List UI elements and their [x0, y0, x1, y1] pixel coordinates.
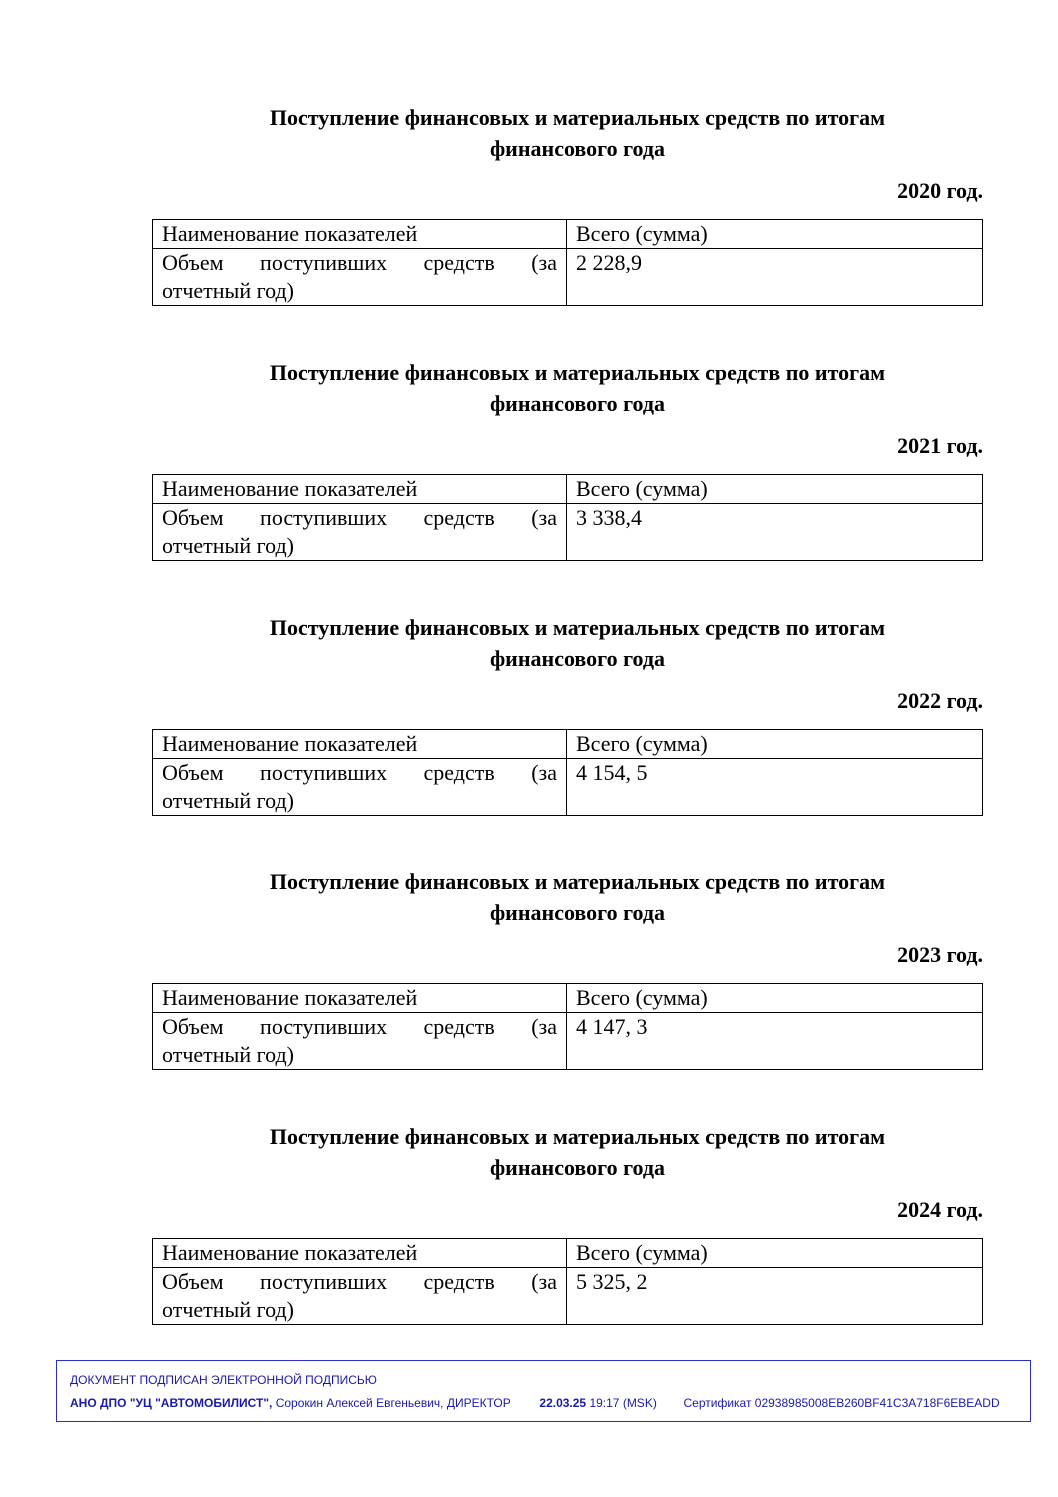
row-label-line: отчетный год): [162, 533, 294, 558]
header-cell: Всего (сумма): [567, 984, 983, 1013]
value-cell: 4 154, 5: [567, 759, 983, 816]
row-label-word: Объем: [162, 760, 224, 785]
year-label: 2020 год.: [897, 178, 983, 203]
heading-line: финансового года: [489, 1155, 666, 1180]
value-cell: 5 325, 2: [567, 1268, 983, 1325]
header-cell: Всего (сумма): [567, 1239, 983, 1268]
heading-line: финансового года: [489, 136, 666, 161]
year-label: 2022 год.: [897, 688, 983, 713]
table-header-row: [153, 220, 983, 249]
row-label-word: средств: [423, 760, 495, 785]
signature-time: 19:17 (MSK): [589, 1396, 657, 1410]
header-cell: Всего (сумма): [567, 220, 983, 249]
header-cell: Наименование показателей: [153, 730, 567, 759]
row-label-word: (за: [531, 505, 557, 530]
table-row: [153, 1268, 983, 1325]
table-row: [153, 759, 983, 816]
row-label-word: Объем: [162, 1014, 224, 1039]
section-heading: [152, 612, 983, 674]
signature-details: [70, 1396, 1000, 1410]
header-cell: Наименование показателей: [153, 984, 567, 1013]
row-label-word: (за: [531, 250, 557, 275]
row-label-word: (за: [531, 1014, 557, 1039]
row-label-line: отчетный год): [162, 1042, 294, 1067]
row-label-word: (за: [531, 760, 557, 785]
header-cell: Наименование показателей: [153, 220, 567, 249]
row-label-line: отчетный год): [162, 788, 294, 813]
signature-signer: Сорокин Алексей Евгеньевич, ДИРЕКТОР: [275, 1396, 511, 1410]
row-label-line: [162, 1013, 557, 1041]
report-section: [152, 102, 983, 306]
electronic-signature-stamp: [56, 1360, 1031, 1422]
row-label-line: [162, 759, 557, 787]
row-label-line: [162, 249, 557, 277]
table-header-row: [153, 984, 983, 1013]
row-label-word: поступивших: [260, 1269, 388, 1294]
row-label-line: отчетный год): [162, 278, 294, 303]
header-cell: Всего (сумма): [567, 730, 983, 759]
heading-line: Поступление финансовых и материальных средств по итогам: [269, 1124, 886, 1149]
funds-table: [152, 474, 983, 561]
row-label-line: отчетный год): [162, 1297, 294, 1322]
header-cell: Наименование показателей: [153, 1239, 567, 1268]
row-label-cell: [153, 1268, 567, 1325]
heading-line: финансового года: [489, 646, 666, 671]
table-header-row: [153, 730, 983, 759]
year-label: 2023 год.: [897, 942, 983, 967]
signature-date: 22.03.25: [539, 1396, 587, 1410]
report-section: [152, 612, 983, 816]
section-heading: [152, 866, 983, 928]
heading-line: Поступление финансовых и материальных средств по итогам: [269, 869, 886, 894]
signature-title: ДОКУМЕНТ ПОДПИСАН ЭЛЕКТРОННОЙ ПОДПИСЬЮ: [70, 1373, 377, 1387]
report-section: [152, 357, 983, 561]
row-label-word: средств: [423, 1014, 495, 1039]
funds-table: [152, 219, 983, 306]
header-cell: Наименование показателей: [153, 475, 567, 504]
table-row: [153, 1013, 983, 1070]
row-label-line: [162, 504, 557, 532]
table-header-row: [153, 1239, 983, 1268]
row-label-cell: [153, 249, 567, 306]
table-row: [153, 249, 983, 306]
row-label-cell: [153, 1013, 567, 1070]
heading-line: Поступление финансовых и материальных средств по итогам: [269, 615, 886, 640]
funds-table: [152, 983, 983, 1070]
section-heading: [152, 357, 983, 419]
report-section: [152, 1121, 983, 1325]
row-label-word: средств: [423, 1269, 495, 1294]
heading-line: финансового года: [489, 391, 666, 416]
row-label-word: Объем: [162, 505, 224, 530]
row-label-cell: [153, 504, 567, 561]
value-cell: 2 228,9: [567, 249, 983, 306]
row-label-word: поступивших: [260, 760, 388, 785]
row-label-line: [162, 1268, 557, 1296]
row-label-word: средств: [423, 505, 495, 530]
signature-organization: АНО ДПО "УЦ "АВТОМОБИЛИСТ",: [70, 1396, 273, 1410]
heading-line: Поступление финансовых и материальных средств по итогам: [269, 105, 886, 130]
section-heading: [152, 1121, 983, 1183]
row-label-word: (за: [531, 1269, 557, 1294]
funds-table: [152, 729, 983, 816]
funds-table: [152, 1238, 983, 1325]
value-cell: 3 338,4: [567, 504, 983, 561]
value-cell: 4 147, 3: [567, 1013, 983, 1070]
row-label-word: поступивших: [260, 505, 388, 530]
heading-line: Поступление финансовых и материальных средств по итогам: [269, 360, 886, 385]
table-header-row: [153, 475, 983, 504]
table-row: [153, 504, 983, 561]
header-cell: Всего (сумма): [567, 475, 983, 504]
row-label-word: Объем: [162, 250, 224, 275]
signature-certificate: Сертификат 02938985008EB260BF41C3A718F6EBEADD: [683, 1396, 1000, 1410]
row-label-word: поступивших: [260, 1014, 388, 1039]
row-label-word: средств: [423, 250, 495, 275]
section-heading: [152, 102, 983, 164]
row-label-word: поступивших: [260, 250, 388, 275]
year-label: 2021 год.: [897, 433, 983, 458]
report-section: [152, 866, 983, 1070]
year-label: 2024 год.: [897, 1197, 983, 1222]
row-label-cell: [153, 759, 567, 816]
heading-line: финансового года: [489, 900, 666, 925]
row-label-word: Объем: [162, 1269, 224, 1294]
